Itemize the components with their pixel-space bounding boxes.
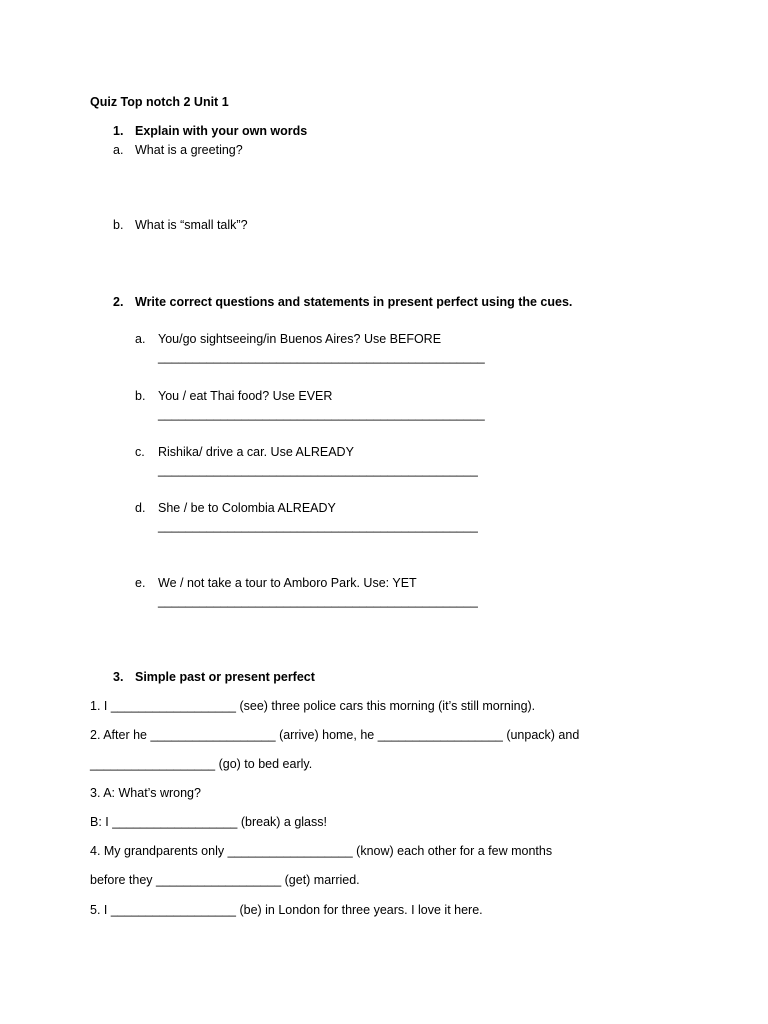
section2-item-c-text: Rishika/ drive a car. Use ALREADY [158,445,354,459]
section3-number: 3. [113,670,124,684]
section1-item-a-marker: a. [113,143,124,157]
section2-item-c-marker: c. [135,445,145,459]
section2-heading: Write correct questions and statements in present perfect using the cues. [135,295,573,309]
section2-item-b-text: You / eat Thai food? Use EVER [158,389,333,403]
section1-item-b-marker: b. [113,218,124,232]
section3-line: 1. I __________________ (see) three police cars this morning (it’s still morning). [90,699,536,713]
section3-line: B: I __________________ (break) a glass! [90,815,327,829]
section3-line: 5. I __________________ (be) in London for three years. I love it here. [90,903,483,917]
section3-line: 3. A: What’s wrong? [90,786,201,800]
section2-item-d-marker: d. [135,501,146,515]
section2-number: 2. [113,295,124,309]
section2-item-e-marker: e. [135,576,146,590]
section2-item-b-answer-line: _______________________________________________ [158,407,485,421]
section2-item-a-text: You/go sightseeing/in Buenos Aires? Use BEFORE [158,332,442,346]
section2-item-e-answer-line: ______________________________________________ [158,594,478,608]
section1-item-a-text: What is a greeting? [135,143,243,157]
section2-item-d-answer-line: ______________________________________________ [158,519,478,533]
section2-item-a-answer-line: _______________________________________________ [158,350,485,364]
section2-item-b-marker: b. [135,389,146,403]
section3-line: 4. My grandparents only __________________ (know) each other for a few months [90,844,553,858]
section3-line: 2. After he __________________ (arrive) home, he __________________ (unpack) and [90,728,580,742]
section1-item-b-text: What is “small talk”? [135,218,248,232]
section1-heading: Explain with your own words [135,124,308,138]
section1-number: 1. [113,124,124,138]
section2-item-e-text: We / not take a tour to Amboro Park. Use: YET [158,576,417,590]
section3-line: __________________ (go) to bed early. [90,757,313,771]
section3-line: before they __________________ (get) married. [90,873,360,887]
section3-heading: Simple past or present perfect [135,670,315,684]
quiz-title: Quiz Top notch 2 Unit 1 [90,95,229,109]
section2-item-c-answer-line: ______________________________________________ [158,463,478,477]
section2-item-d-text: She / be to Colombia ALREADY [158,501,336,515]
section2-item-a-marker: a. [135,332,146,346]
